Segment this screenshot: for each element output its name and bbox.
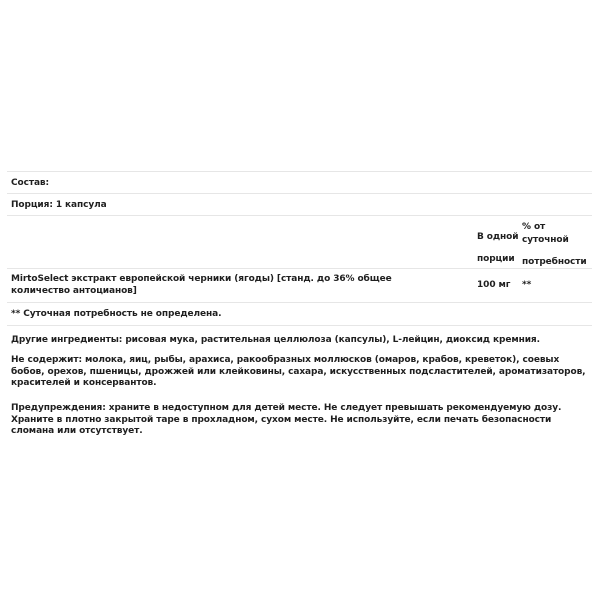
free-of-statement: Не содержит: молока, яиц, рыбы, арахиса, ракообразных моллюсков (омаров, крабов, креветок), соевых бобов, орехов, пшеницы, дрожжей или клейковины, сахара, искусственных подсластителей, ароматизаторов, красителей и консервантов.	[11, 355, 586, 388]
dv-header-line2: суточной	[522, 235, 569, 245]
supplement-facts-table	[7, 171, 592, 326]
table-row	[7, 268, 592, 302]
dv-header-line3: потребности	[522, 257, 587, 267]
amount-header-line1: В одной	[477, 232, 519, 242]
footnote-row	[7, 302, 592, 326]
ingredient-amount: 100 мг	[477, 280, 511, 290]
table-header-row	[7, 215, 592, 268]
ingredient-name: MirtoSelect экстракт европейской черники (ягоды) [станд. до 36% общее количество антоцианов]	[11, 274, 392, 296]
amount-header-line2: порции	[477, 254, 515, 264]
dv-header-line1: % от	[522, 222, 546, 232]
warnings: Предупреждения: храните в недоступном для детей месте. Не следует превышать рекомендуемую дозу. Храните в плотно закрытой таре в прохладном, сухом месте. Не используйте, если печать безопасности сломана или отсутствует.	[11, 403, 562, 436]
serving-size-row	[7, 193, 592, 215]
footnote: ** Суточная потребность не определена.	[11, 309, 222, 319]
facts-title: Состав:	[11, 178, 50, 188]
serving-size: Порция: 1 капсула	[11, 200, 107, 210]
facts-title-row	[7, 171, 592, 193]
amount-per-serving-header	[477, 226, 521, 270]
ingredient-daily-value: **	[522, 280, 532, 290]
daily-value-header	[522, 221, 592, 269]
other-ingredients: Другие ингредиенты: рисовая мука, растительная целлюлоза (капсулы), L-лейцин, диоксид кремния.	[11, 335, 540, 345]
